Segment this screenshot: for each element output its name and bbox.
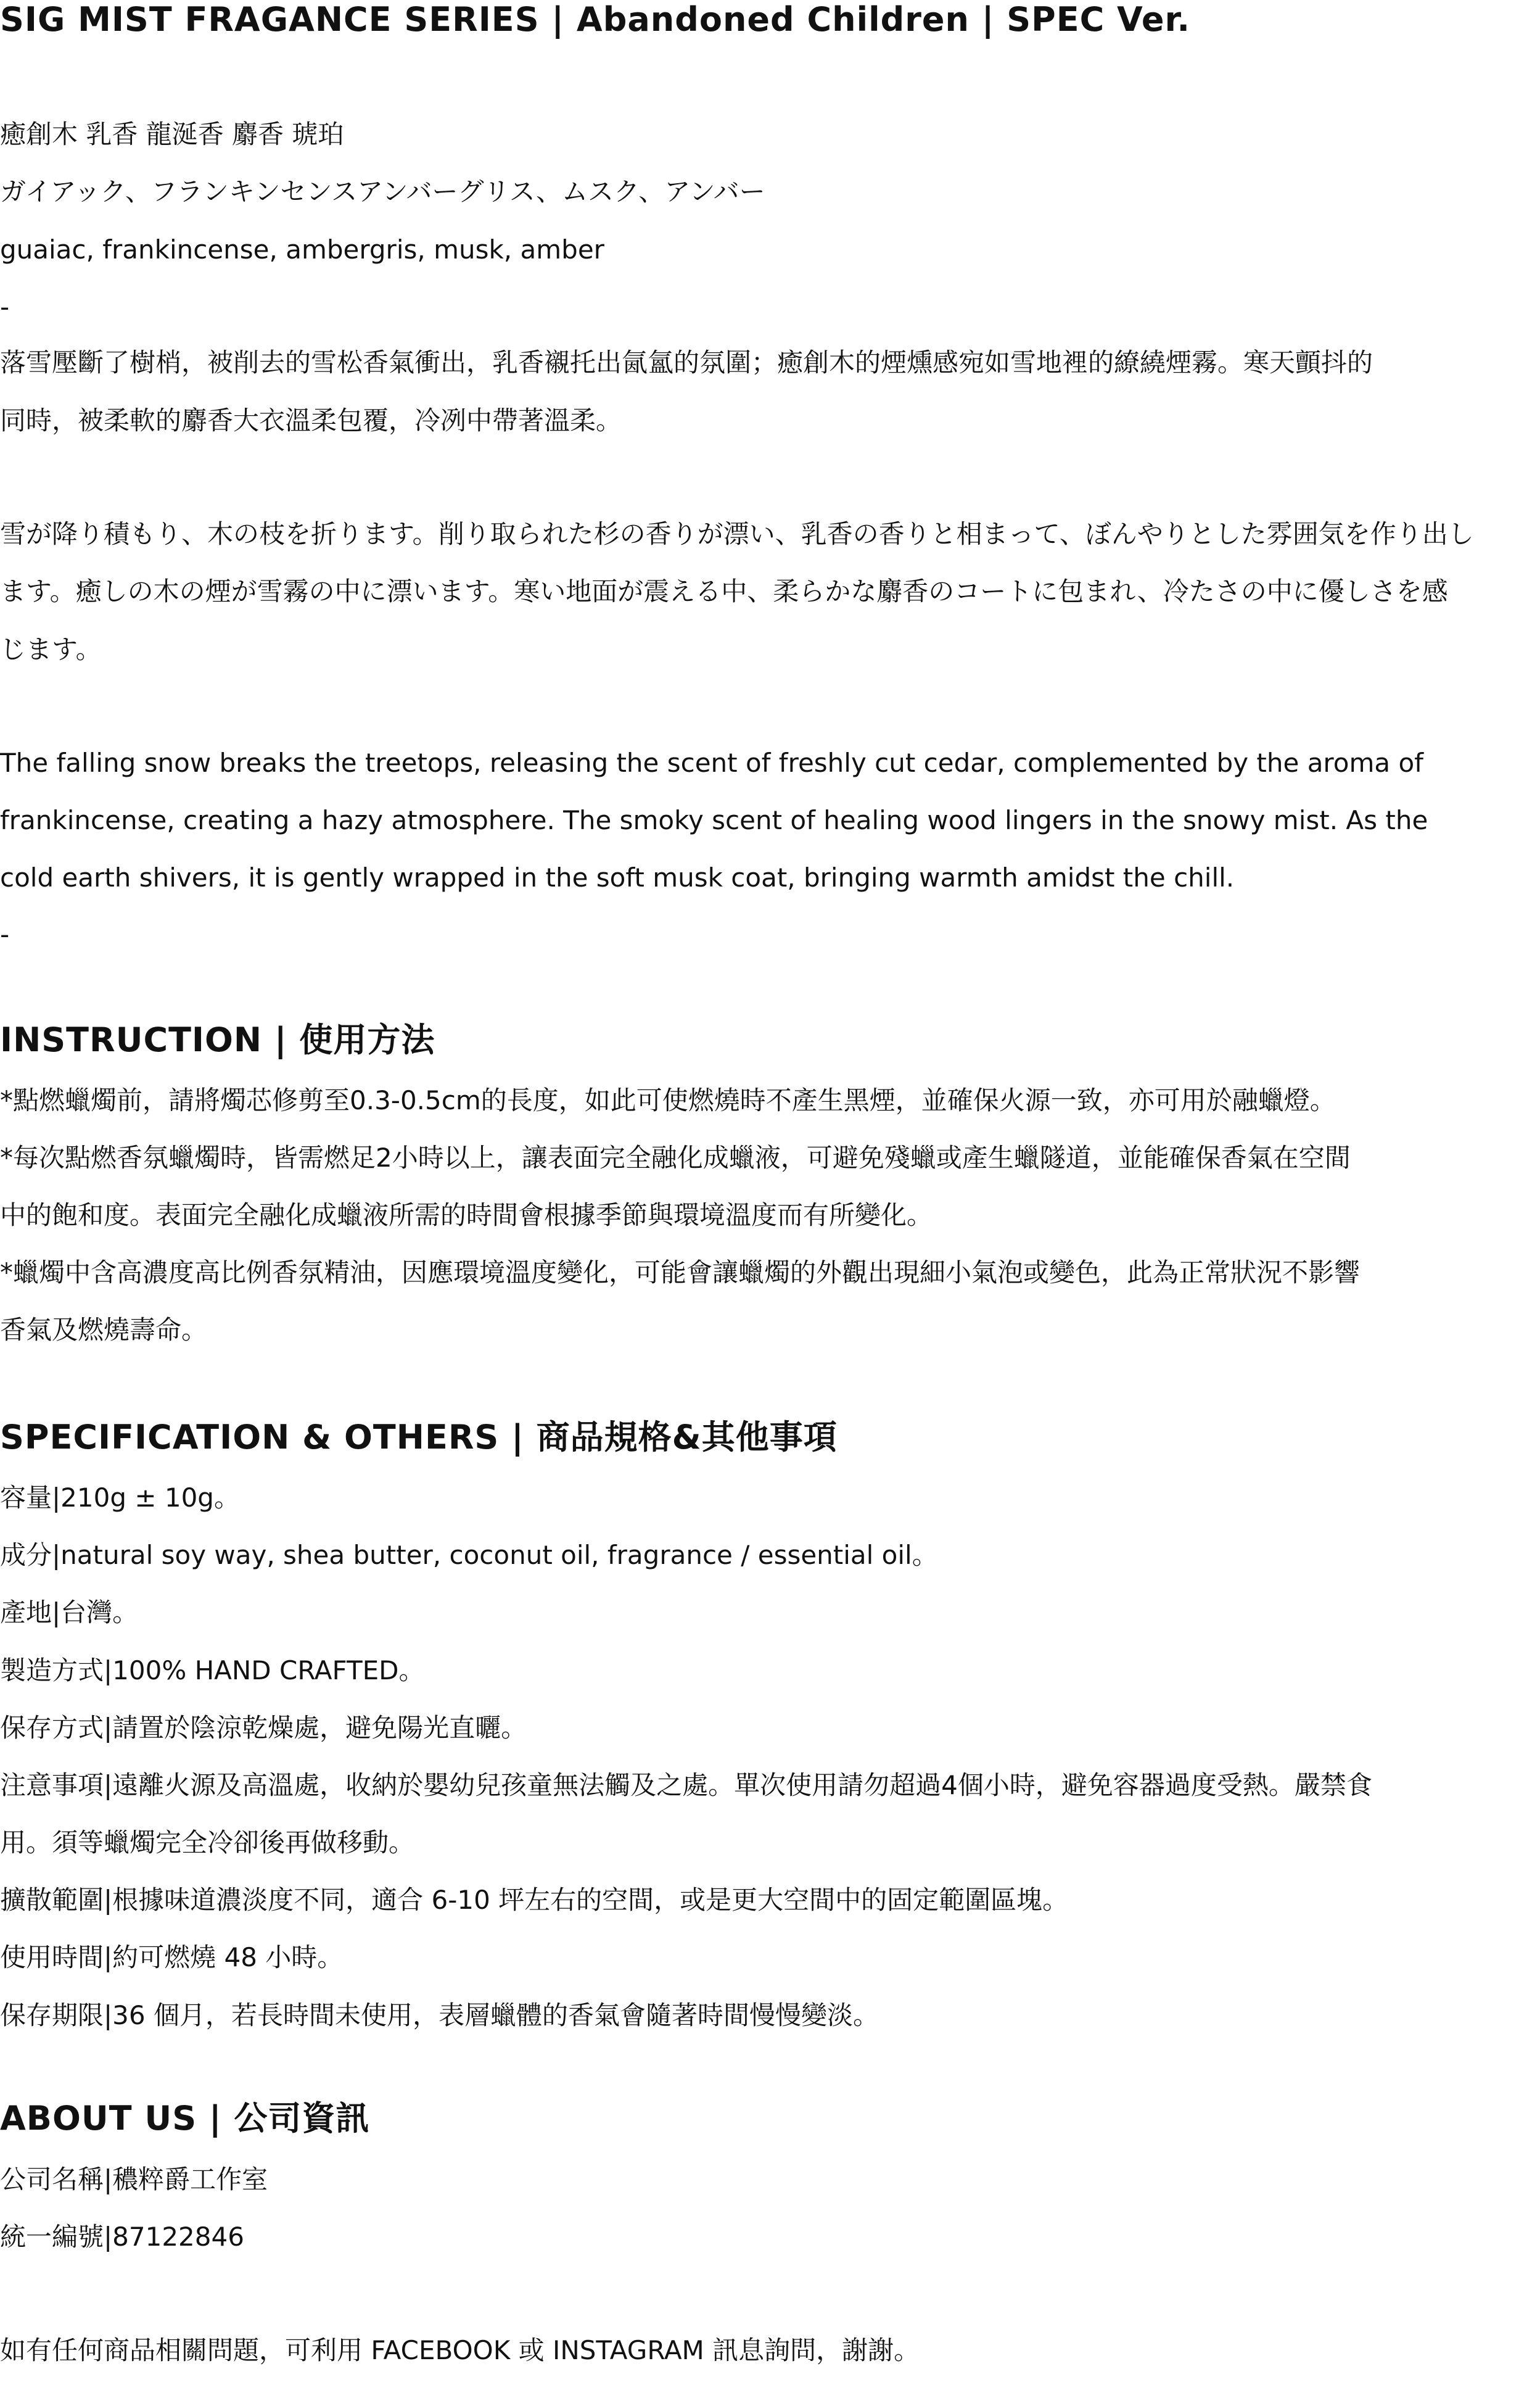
instruction-line: *蠟燭中含高濃度高比例香氛精油，因應環境溫度變化，可能會讓蠟燭的外觀出現細小氣泡或變色，此為正常狀況不影響 [0, 1257, 1361, 1288]
spec-line: 保存方式|請置於陰涼乾燥處，避免陽光直曬。 [0, 1713, 527, 1743]
spec-line: 製造方式|100% HAND CRAFTED。 [0, 1655, 425, 1685]
spec-line: 注意事項|遠離火源及高溫處，收納於嬰幼兒孩童無法觸及之處。單次使用請勿超過4個小時，避免容器過度受熱。嚴禁食 [0, 1770, 1372, 1800]
spec-line: 容量|210g ± 10g。 [0, 1483, 240, 1513]
description-zh-line: 同時，被柔軟的麝香大衣溫柔包覆，冷冽中帶著溫柔。 [0, 405, 622, 436]
specification-heading: SPECIFICATION & OTHERS | 商品規格&其他事項 [0, 1418, 838, 1457]
about-line: 公司名稱|穠粹爵工作室 [0, 2164, 268, 2194]
instruction-line: *點燃蠟燭前，請將燭芯修剪至0.3-0.5cm的長度，如此可使燃燒時不產生黑煙，並確保火源一致，亦可用於融蠟燈。 [0, 1085, 1336, 1115]
instruction-line: 中的飽和度。表面完全融化成蠟液所需的時間會根據季節與環境溫度而有所變化。 [0, 1200, 933, 1230]
spec-line: 保存期限|36 個月，若長時間未使用，表層蠟體的香氣會隨著時間慢慢變淡。 [0, 2000, 879, 2030]
instruction-line: *每次點燃香氛蠟燭時，皆需燃足2小時以上，讓表面完全融化成蠟液，可避免殘蠟或產生蠟隧道，並能確保香氣在空間 [0, 1143, 1351, 1173]
notes-english: guaiac, frankincense, ambergris, musk, amber [0, 234, 604, 265]
notes-chinese: 癒創木 乳香 龍涎香 麝香 琥珀 [0, 119, 344, 149]
spec-line: 成分|natural soy way, shea butter, coconut oil, fragrance / essential oil。 [0, 1540, 938, 1570]
spec-line: 產地|台灣。 [0, 1597, 139, 1627]
description-en-line: cold earth shivers, it is gently wrapped in the soft musk coat, bringing warmth amidst the chill. [0, 862, 1235, 893]
description-zh-line: 落雪壓斷了樹梢，被削去的雪松香氣衝出，乳香襯托出氤氳的氛圍；癒創木的煙燻感宛如雪地裡的繚繞煙霧。寒天顫抖的 [0, 347, 1373, 378]
about-heading: ABOUT US | 公司資訊 [0, 2099, 370, 2138]
spec-line: 擴散範圍|根據味道濃淡度不同，適合 6-10 坪左右的空間，或是更大空間中的固定範圍區塊。 [0, 1885, 1069, 1915]
description-en-line: The falling snow breaks the treetops, releasing the scent of freshly cut cedar, complemented by the aroma of [0, 748, 1423, 778]
separator: - [0, 919, 10, 949]
description-ja-line: ます。癒しの木の煙が雪霧の中に漂います。寒い地面が震える中、柔らかな麝香のコートに包まれ、冷たさの中に優しさを感 [0, 576, 1448, 606]
about-line: 統一編號|87122846 [0, 2222, 244, 2252]
page-title: SIG MIST FRAGANCE SERIES | Abandoned Children | SPEC Ver. [0, 0, 1190, 39]
description-en-line: frankincense, creating a hazy atmosphere. The smoky scent of healing wood lingers in the snowy mist. As the [0, 805, 1428, 835]
instruction-heading: INSTRUCTION | 使用方法 [0, 1020, 435, 1059]
description-ja-line: じます。 [0, 634, 102, 664]
notes-japanese: ガイアック、フランキンセンスアンバーグリス、ムスク、アンバー [0, 176, 765, 207]
spec-line: 用。須等蠟燭完全冷卻後再做移動。 [0, 1827, 415, 1858]
separator: - [0, 292, 10, 322]
spec-line: 使用時間|約可燃燒 48 小時。 [0, 1942, 344, 1972]
instruction-line: 香氣及燃燒壽命。 [0, 1315, 208, 1345]
contact-note: 如有任何商品相關問題，可利用 FACEBOOK 或 INSTAGRAM 訊息詢問，謝謝。 [0, 2335, 920, 2365]
description-ja-line: 雪が降り積もり、木の枝を折ります。削り取られた杉の香りが漂い、乳香の香りと相まって、ぼんやりとした雰囲気を作り出し [0, 519, 1474, 549]
